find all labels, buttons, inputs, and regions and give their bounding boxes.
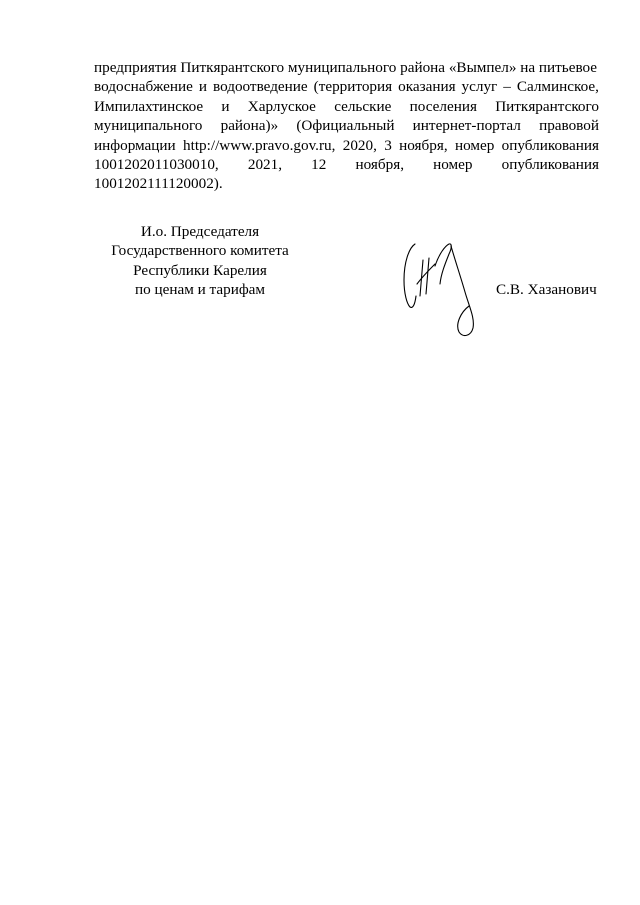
word: 1001202111120002). [94, 175, 223, 193]
word: района)» [220, 117, 279, 135]
word: 1001202011030010, [94, 155, 219, 173]
word: 3 [384, 136, 392, 154]
word: 12 [311, 155, 327, 173]
paragraph-line-6 [94, 155, 599, 174]
word: Питкярантского [495, 97, 599, 115]
word: ноября, [399, 136, 448, 154]
word: оказания [398, 78, 456, 96]
paragraph-line-2 [94, 77, 599, 96]
signer-name: С.В. Хазанович [496, 281, 597, 298]
word: правовой [539, 117, 599, 135]
signatory-title-line: Государственного комитета [111, 242, 289, 260]
word: услуг [461, 78, 498, 96]
word: поселения [409, 97, 477, 115]
word: (Официальный [296, 117, 395, 135]
word: номер [433, 155, 473, 173]
paragraph-line-7 [94, 174, 599, 193]
word: (территория [313, 78, 393, 96]
word: – [503, 78, 511, 96]
word: водоснабжение [94, 78, 193, 96]
signatory-title [100, 222, 300, 300]
paragraph-line-1 [94, 58, 599, 77]
word: и [198, 78, 208, 96]
signatory-title-line: Республики Карелия [133, 261, 267, 279]
word: 2020, [342, 136, 377, 154]
paragraph-line-5 [94, 136, 599, 155]
word: 2021, [247, 155, 283, 173]
word: ноября, [355, 155, 404, 173]
paragraph-line-3 [94, 97, 599, 116]
word: опубликования [501, 136, 599, 154]
word: http://www.pravo.gov.ru, [183, 136, 336, 154]
word: Харлуское [247, 97, 316, 115]
signatory-title-line: по ценам и тарифам [134, 281, 266, 299]
word: сельские [334, 97, 392, 115]
paragraph-line-4 [94, 116, 599, 135]
word: Салминское, [516, 78, 599, 96]
body-paragraph [94, 58, 599, 194]
word: водоотведение [213, 78, 308, 96]
word: интернет-портал [412, 117, 521, 135]
word: номер [454, 136, 495, 154]
signatory-title-line: И.о. Председателя [140, 223, 260, 240]
word: Импилахтинское [94, 97, 204, 115]
handwritten-signature [395, 232, 495, 342]
word: предприятия Питкярантского муниципального района «Вымпел» на питьевое [94, 59, 598, 76]
word: муниципального [94, 117, 203, 135]
word: и [221, 97, 230, 115]
word: информации [94, 136, 176, 154]
word: опубликования [501, 155, 599, 173]
